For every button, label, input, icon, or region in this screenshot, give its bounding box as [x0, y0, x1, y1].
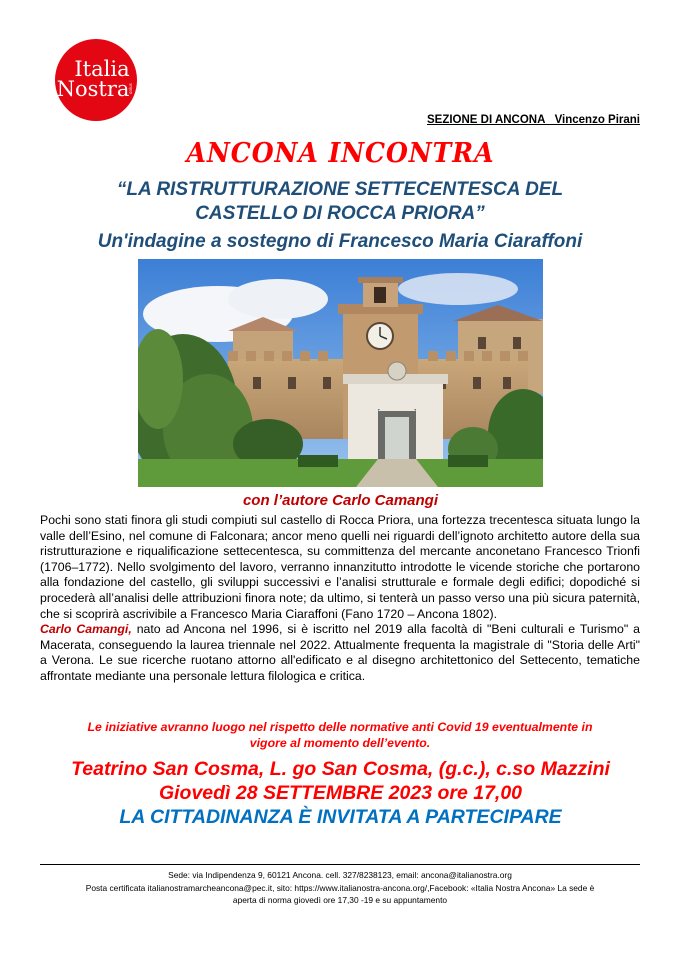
body-text — [40, 513, 640, 685]
event-title: ANCONA INCONTRA — [186, 138, 495, 169]
paragraph-abstract: Pochi sono stati finora gli studi compiuti sul castello di Rocca Priora, una fortezza trecentesca situata lungo la valle dell’Esino, nel comune di Falconara; ancor meno quelli nei riguardi dell’ignoto architetto autore della sua ristrutturazione e riqualificazione settecentesca, su committenza del mercante anconetano Francesco Trionfi (1706–1772). Nello svolgimento del lavoro, verranno innanzitutto introdotte le vicende storiche che portarono alla fondazione del castello, gli sviluppi successivi e l’analisi strutturale e formale degli edifici; dopodiché si procederà all’analisi delle attribuzioni finora note; da ultimo, si tenterà un passo verso una più sicura paternità, che si scoprirà ascrivibile a Francesco Maria Ciaraffoni (Fano 1720 – Ancona 1802). — [40, 513, 640, 621]
venue: Teatrino San Cosma, L. go San Cosma, (g.c.), c.so Mazzini — [71, 758, 610, 780]
covid-line1: Le iniziative avranno luogo nel rispetto delle normative anti Covid 19 eventualmente in — [87, 720, 593, 734]
section-header: SEZIONE DI ANCONA Vincenzo Pirani — [427, 114, 640, 126]
invitation: LA CITTADINANZA È INVITATA A PARTECIPARE — [119, 806, 562, 828]
author-line: con l’autore Carlo Camangi — [242, 492, 439, 509]
talk-subtitle: Un'indagine a sostegno di Francesco Maria Ciaraffoni — [97, 231, 583, 252]
talk-title — [40, 178, 640, 226]
castle-photo — [138, 259, 543, 487]
italia-nostra-logo — [52, 38, 140, 122]
author-name: Carlo Camangi, — [40, 622, 132, 637]
footer-line3: aperta di norma giovedì ore 17,30 -19 e su appuntamento — [232, 895, 448, 905]
author-bio-text: nato ad Ancona nel 1996, si è iscritto nel 2019 alla facoltà di "Beni culturali e Turismo" a Macerata, conseguendo la laurea triennale nel 2022. Attualmente frequenta la magistrale di "Storia delle Arti" a Verona. Le sue ricerche ruotano attorno all'edificato e al disegno architettonico del Settecento, tematiche affrontate mediante una personale lettura filologica e critica. — [40, 622, 640, 683]
talk-title-line2: CASTELLO DI ROCCA PRIORA” — [195, 203, 485, 224]
event-date: Giovedì 28 SETTEMBRE 2023 ore 17,00 — [158, 782, 523, 804]
covid-notice — [40, 719, 640, 751]
svg-text:Nostra: Nostra — [56, 77, 130, 101]
paragraph-author-bio — [40, 622, 640, 684]
logo-red-circle — [52, 38, 140, 122]
footer-line1: Sede: via Indipendenza 9, 60121 Ancona. cell. 327/8238123, email: ancona@italianostra.org — [168, 870, 512, 880]
footer-line2: Posta certificata italianostramarcheancona@pec.it, sito: https://www.italianostra-ancona.org/,Facebook: «Italia Nostra Ancona» La sede è — [85, 882, 595, 893]
footer-divider — [40, 864, 640, 865]
talk-title-line1: “LA RISTRUTTURAZIONE SETTECENTESCA DEL — [116, 179, 564, 200]
svg-text:Italia: Italia — [74, 57, 130, 81]
svg-text:onlus: onlus — [128, 83, 133, 94]
footer — [40, 869, 640, 907]
covid-line2: vigore al momento dell’evento. — [249, 736, 431, 750]
